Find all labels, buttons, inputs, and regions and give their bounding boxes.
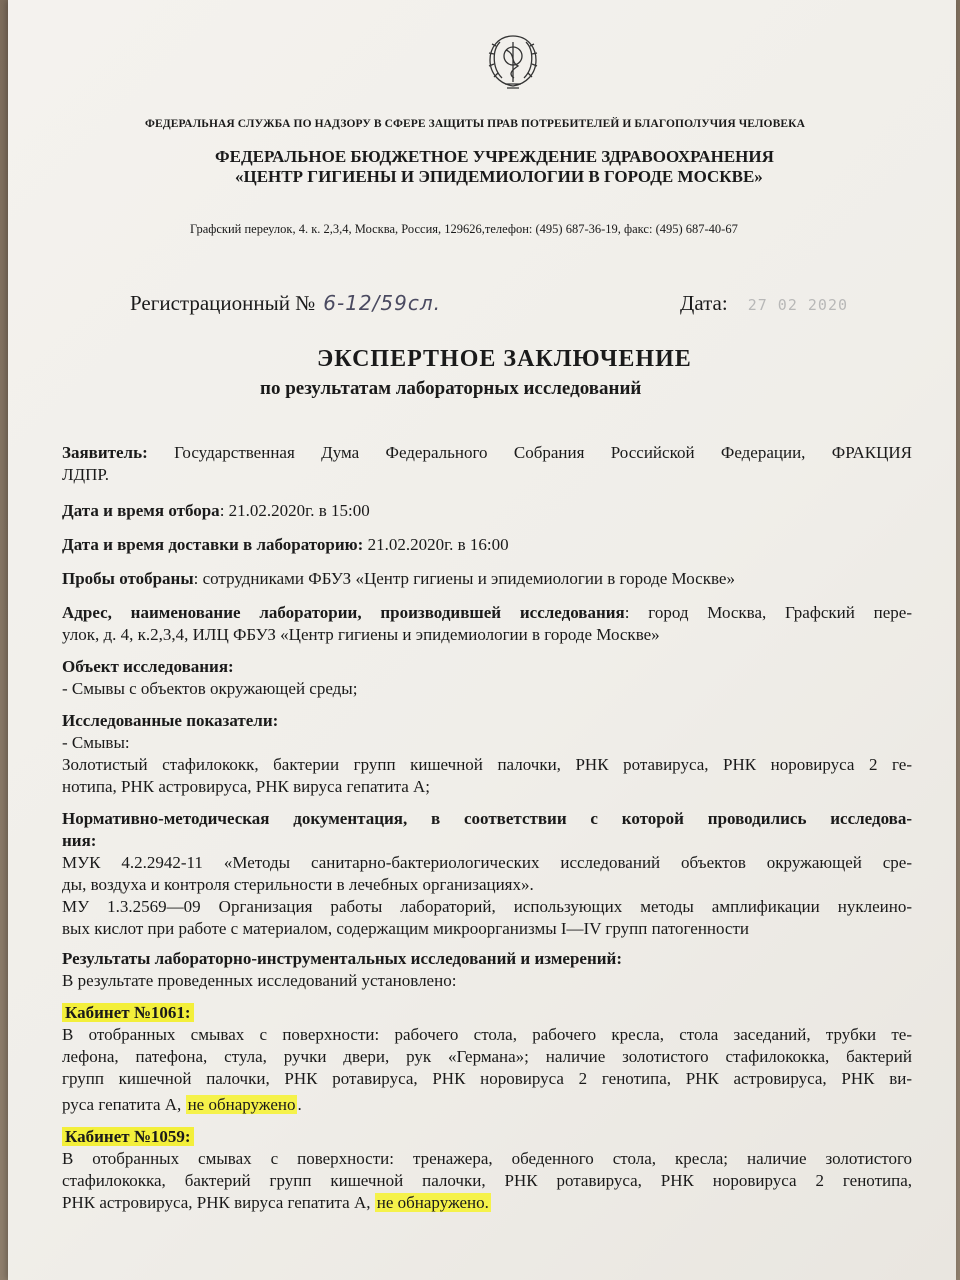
samples-taken-row	[62, 568, 735, 590]
delivery-value: 21.02.2020г. в 16:00	[363, 535, 509, 554]
results-label: Результаты лабораторно-инструментальных исследований и измерений:	[62, 949, 623, 968]
lab-value-1: : город Москва, Графский пере-	[624, 603, 913, 622]
institution-name-line1: ФЕДЕРАЛЬНОЕ БЮДЖЕТНОЕ УЧРЕЖДЕНИЕ ЗДРАВООХРАНЕНИЯ	[215, 147, 774, 166]
lab-address-line2: улок, д. 4, к.2,3,4, ИЛЦ ФБУЗ «Центр гигиены и эпидемиологии в городе Москве»	[62, 625, 660, 644]
lab-address-line1	[62, 602, 912, 624]
sampling-label: Дата и время отбора	[62, 501, 220, 520]
delivery-time-row	[62, 534, 509, 556]
applicant-value: Государственная Дума Федерального Собрания Российской Федерации, ФРАКЦИЯ	[174, 443, 912, 462]
cabinet-1061-label: Кабинет №1061:	[62, 1003, 194, 1022]
cabinet-1061-line3: групп кишечной палочки, РНК ротавируса, РНК норовируса 2 генотипа, РНК астровируса, РНК ви-	[62, 1069, 912, 1088]
cabinet-1061-result-highlight: не обнаружено	[187, 1095, 296, 1114]
normdoc-line1: МУК 4.2.2942-11 «Методы санитарно-бактериологических исследований объектов окружающей сре-	[62, 853, 912, 872]
cabinet-1061-line1: В отобранных смывах с поверхности: рабочего стола, рабочего кресла, стола заседаний, трубки те-	[62, 1025, 912, 1044]
object-value: - Смывы с объектов окружающей среды;	[62, 679, 358, 698]
taken-value: : сотрудниками ФБУЗ «Центр гигиены и эпидемиологии в городе Москве»	[193, 569, 735, 588]
normdoc-line4: вых кислот при работе с материалом, содержащим микроорганизмы I—IV групп патогенности	[62, 919, 750, 938]
document-title: ЭКСПЕРТНОЕ ЗАКЛЮЧЕНИЕ	[317, 346, 692, 372]
indicators-line2: Золотистый стафилококк, бактерии групп кишечной палочки, РНК ротавируса, РНК норовируса 2 ге-	[62, 755, 912, 774]
applicant-label: Заявитель:	[62, 443, 148, 462]
normdoc-label-line1: Нормативно-методическая документация, в соответствии с которой проводились исследова-	[62, 809, 912, 828]
agency-name: ФЕДЕРАЛЬНАЯ СЛУЖБА ПО НАДЗОРУ В СФЕРЕ ЗАЩИТЫ ПРАВ ПОТРЕБИТЕЛЕЙ И БЛАГОПОЛУЧИЯ ЧЕЛОВЕКА	[145, 118, 805, 130]
normdoc-line3: МУ 1.3.2569—09 Организация работы лабораторий, использующих методы амплификации нуклеино-	[62, 897, 912, 916]
applicant-line1	[62, 442, 912, 464]
cabinet-1061-line2: лефона, патефона, стула, ручки двери, рук «Германа»; наличие золотистого стафилококка, бактерий	[62, 1047, 912, 1066]
object-label: Объект исследования:	[62, 657, 234, 676]
sampling-value: : 21.02.2020г. в 15:00	[219, 501, 370, 520]
applicant-line2: ЛДПР.	[62, 465, 109, 484]
cabinet-1061-line4	[62, 1094, 302, 1116]
cabinet-1059-result-highlight: не обнаружено.	[376, 1193, 489, 1212]
cabinet-1061-label-row	[62, 1002, 194, 1024]
cabinet-1059-label-row	[62, 1126, 194, 1148]
cabinet-1059-line3	[62, 1192, 491, 1214]
taken-label: Пробы отобраны	[62, 569, 194, 588]
lab-label: Адрес, наименование лаборатории, производившей исследования	[62, 603, 625, 622]
indicators-line1: - Смывы:	[62, 733, 130, 752]
cabinet-1059-line1: В отобранных смывах с поверхности: тренажера, обеденного стола, кресла; наличие золотистого	[62, 1149, 912, 1168]
cabinet-1059-result-prefix: РНК астровируса, РНК вируса гепатита А,	[62, 1193, 371, 1212]
date-stamp: 27 02 2020	[747, 296, 849, 314]
document-subtitle: по результатам лабораторных исследований	[260, 378, 642, 399]
normdoc-label-line2: ния:	[62, 831, 97, 850]
indicators-line3: нотипа, РНК астровируса, РНК вируса гепатита А;	[62, 777, 431, 796]
registration-number-row	[130, 290, 441, 316]
institution-name-line2: «ЦЕНТР ГИГИЕНЫ И ЭПИДЕМИОЛОГИИ В ГОРОДЕ МОСКВЕ»	[235, 167, 763, 186]
registration-number: 6-12/59сл.	[323, 291, 441, 315]
results-intro: В результате проведенных исследований установлено:	[62, 971, 457, 990]
date-label: Дата:	[680, 291, 728, 315]
institution-address: Графский переулок, 4. к. 2,3,4, Москва, Россия, 129626,телефон: (495) 687-36-19, факс: (495) 687-40-67	[190, 222, 738, 236]
cabinet-1061-result-prefix: руса гепатита А,	[62, 1095, 182, 1114]
delivery-label: Дата и время доставки в лабораторию:	[62, 535, 364, 554]
indicators-label: Исследованные показатели:	[62, 711, 279, 730]
normdoc-line2: ды, воздуха и контроля стерильности в лечебных организациях».	[62, 875, 534, 894]
registration-label: Регистрационный №	[130, 291, 316, 315]
date-row	[680, 290, 848, 318]
cabinet-1059-line2: стафилококка, бактерий групп кишечной палочки, РНК ротавируса, РНК норовируса 2 генотипа,	[62, 1171, 912, 1190]
cabinet-1061-result-suffix: .	[297, 1095, 302, 1114]
sampling-time-row	[62, 500, 370, 522]
cabinet-1059-label: Кабинет №1059:	[62, 1127, 194, 1146]
